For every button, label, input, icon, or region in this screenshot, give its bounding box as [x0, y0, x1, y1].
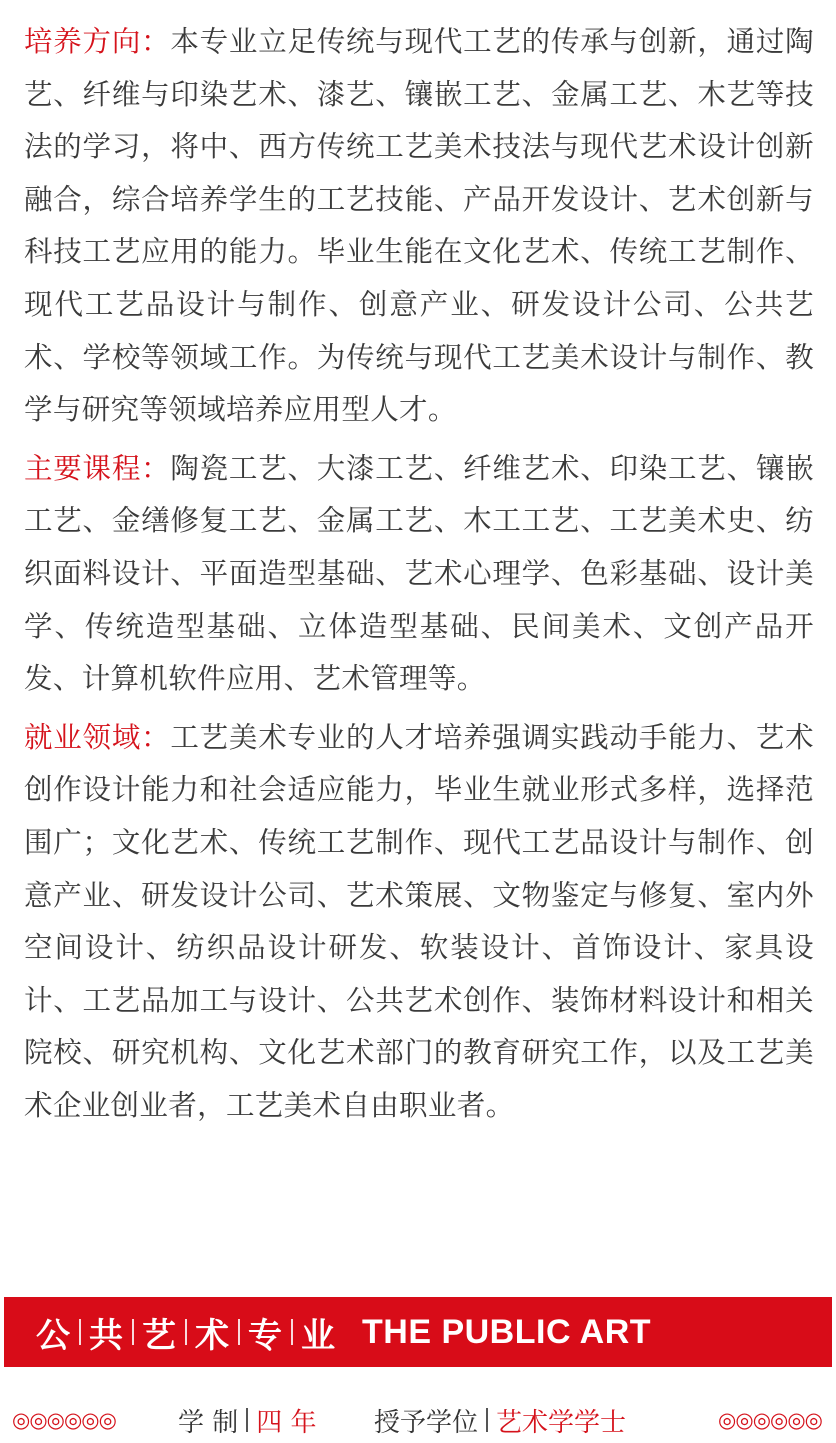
title-divider [238, 1319, 240, 1345]
section-label: 就业领域： [24, 720, 171, 754]
info-divider [246, 1408, 248, 1432]
title-char: 业 [301, 1315, 336, 1356]
major-title-banner [4, 1297, 832, 1367]
degree-value: 艺术学学士 [496, 1407, 627, 1438]
title-divider [185, 1319, 187, 1345]
major-title-english: THE PUBLIC ART [362, 1312, 652, 1351]
degree-label: 授予学位 [374, 1407, 479, 1438]
title-divider [291, 1319, 293, 1345]
program-description [24, 16, 814, 1138]
title-divider [79, 1319, 81, 1345]
section-text: 陶瓷工艺、大漆工艺、纤维艺术、印染工艺、镶嵌工艺、金缮修复工艺、金属工艺、木工工艺、工艺美术史、纺织面料设计、平面造型基础、艺术心理学、色彩基础、设计美学、传统造型基础、立体造型基础、民间美术、文创产品开发、计算机软件应用、艺术管理等。 [24, 451, 814, 696]
title-char: 术 [195, 1315, 230, 1356]
study-duration [178, 1402, 317, 1439]
section-training-direction [24, 16, 814, 437]
title-char: 专 [248, 1315, 283, 1356]
section-text: 工艺美术专业的人才培养强调实践动手能力、艺术创作设计能力和社会适应能力，毕业生就业形式多样，选择范围广；文化艺术、传统工艺制作、现代工艺品设计与制作、创意产业、研发设计公司、艺术策展、文物鉴定与修复、室内外空间设计、纺织品设计研发、软装设计、首饰设计、家具设计、工艺品加工与设计、公共艺术创作、装饰材料设计和相关院校、研究机构、文化艺术部门的教育研究工作，以及工艺美术企业创业者，工艺美术自由职业者。 [24, 720, 814, 1122]
section-text: 本专业立足传统与现代工艺的传承与创新，通过陶艺、纤维与印染艺术、漆艺、镶嵌工艺、金属工艺、木艺等技法的学习，将中、西方传统工艺美术技法与现代艺术设计创新融合，综合培养学生的工艺技能、产品开发设计、艺术创新与科技工艺应用的能力。毕业生能在文化艺术、传统工艺制作、现代工艺品设计与制作、创意产业、研发设计公司、公共艺术、学校等领域工作。为传统与现代工艺美术设计与制作、教学与研究等领域培养应用型人才。 [24, 25, 814, 427]
title-char: 艺 [142, 1315, 177, 1356]
section-employment [24, 712, 814, 1133]
title-divider [132, 1319, 134, 1345]
info-divider [486, 1408, 488, 1432]
program-info-footer [0, 1398, 836, 1442]
title-char: 共 [89, 1315, 124, 1356]
study-duration-label: 学 制 [178, 1407, 239, 1438]
decorative-rings-right: ◎◎◎◎◎◎ [718, 1408, 822, 1432]
title-char: 公 [36, 1315, 71, 1356]
decorative-rings-left: ◎◎◎◎◎◎ [12, 1408, 116, 1432]
major-title-chinese [36, 1308, 336, 1357]
section-main-courses [24, 443, 814, 706]
section-label: 培养方向： [24, 25, 171, 58]
section-label: 主要课程： [24, 451, 171, 485]
study-duration-value: 四 年 [256, 1407, 317, 1438]
degree-awarded [374, 1402, 626, 1439]
